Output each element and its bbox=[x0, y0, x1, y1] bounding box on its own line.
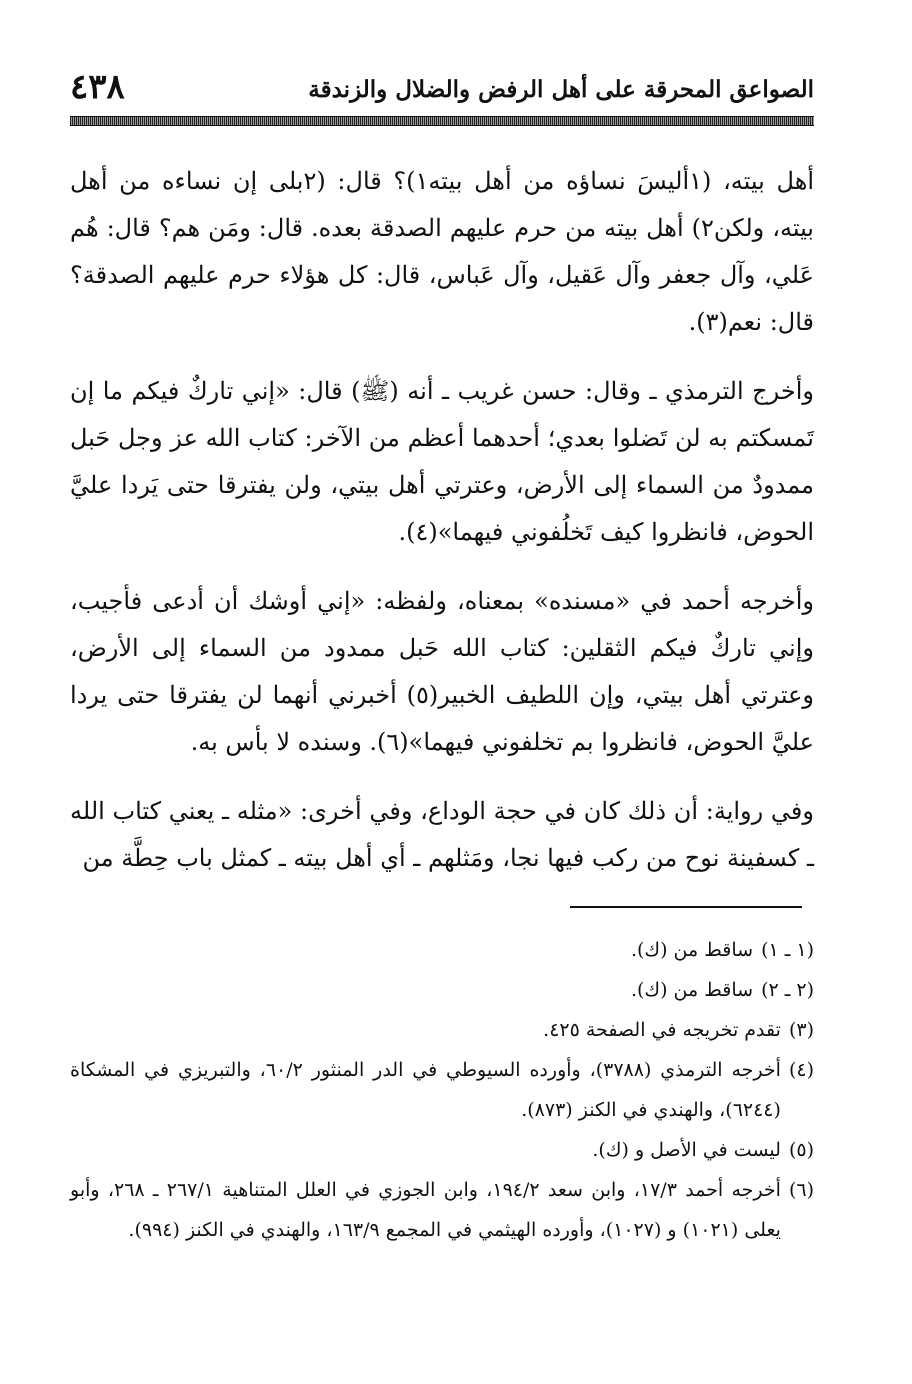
running-title: الصواعق المحرقة على أهل الرفض والضلال والزندقة bbox=[308, 76, 814, 103]
footnote bbox=[70, 1050, 814, 1130]
footnote bbox=[70, 1170, 814, 1250]
page-header bbox=[70, 67, 814, 107]
paragraph: وأخرج الترمذي ـ وقال: حسن غريب ـ أنه (ﷺ) قال: «إني تاركٌ فيكم ما إن تَمسكتم به لن تَضلوا بعدي؛ أحدهما أعظم من الآخر: كتاب الله عز وجل حَبل ممدودٌ من السماء إلى الأرض، وعترتي أهل بيتي، ولن يفترقا حتى يَردا عليَّ الحوض، فانظروا كيف تَخلُفوني فيهما»(٤). bbox=[70, 377, 814, 546]
footnote-marker: (١ ـ ١) bbox=[761, 939, 814, 961]
paragraph: وأخرجه أحمد في «مسنده» بمعناه، ولفظه: «إني أوشك أن أدعى فأجيب، وإني تاركٌ فيكم الثقلين: كتاب الله حَبل ممدود من السماء إلى الأرض، وعترتي أهل بيتي، وإن اللطيف الخبير(٥) أخبرني أنهما لن يفترقا حتى يردا عليَّ الحوض، فانظروا بم تخلفوني فيهما»(٦). وسنده لا بأس به. bbox=[70, 587, 815, 756]
footnote-marker: (٢ ـ ٢) bbox=[761, 979, 814, 1001]
footnote-marker: (٤) bbox=[788, 1059, 814, 1081]
paragraph: وفي رواية: أن ذلك كان في حجة الوداع، وفي أخرى: «مثله ـ يعني كتاب الله ـ كسفينة نوح من ركب فيها نجا، ومَثلهم ـ أي أهل بيته ـ كمثل باب حِطَّة من bbox=[70, 797, 814, 872]
footnotes bbox=[70, 930, 814, 1250]
footnote-marker: (٥) bbox=[788, 1139, 814, 1161]
footnote-marker: (٦) bbox=[788, 1179, 814, 1201]
footnote bbox=[70, 930, 814, 970]
paragraph: أهل بيته، (١أليسَ نساؤه من أهل بيته١)؟ قال: (٢بلى إن نساءه من أهل بيته، ولكن٢) أهل بيته من حرم عليهم الصدقة بعده. قال: ومَن هم؟ قال: هُم عَلي، وآل جعفر وآل عَقيل، وآل عَباس، قال: كل هؤلاء حرم عليهم الصدقة؟ قال: نعم(٣). bbox=[70, 167, 815, 336]
page-number: ٤٣٨ bbox=[70, 67, 125, 107]
footnote-text: أخرجه أحمد ١٧/٣، وابن سعد ١٩٤/٢، وابن الجوزي في العلل المتناهية ٢٦٧/١ ـ ٢٦٨، وأبو يعلى (١٠٢١) و (١٠٢٧)، وأورده الهيثمي في المجمع ١٦٣/٩، والهندي في الكنز (٩٩٤). bbox=[70, 1179, 781, 1241]
footnote-text: أخرجه الترمذي (٣٧٨٨)، وأورده السيوطي في الدر المنثور ٦٠/٢، والتبريزي في المشكاة (٦٢٤٤)، والهندي في الكنز (٨٧٣). bbox=[70, 1059, 781, 1121]
footnote bbox=[70, 970, 814, 1010]
footnote-rule bbox=[570, 906, 802, 908]
main-text bbox=[70, 158, 814, 904]
footnote-text: ساقط من (ك). bbox=[630, 979, 754, 1001]
footnote-text: تقدم تخريجه في الصفحة ٤٢٥. bbox=[543, 1019, 781, 1041]
footnote bbox=[70, 1130, 814, 1170]
footnote-text: ليست في الأصل و (ك). bbox=[592, 1139, 781, 1161]
footnote-marker: (٣) bbox=[788, 1019, 814, 1041]
header-rule bbox=[70, 116, 814, 126]
footnote-text: ساقط من (ك). bbox=[630, 939, 754, 961]
footnote bbox=[70, 1010, 814, 1050]
